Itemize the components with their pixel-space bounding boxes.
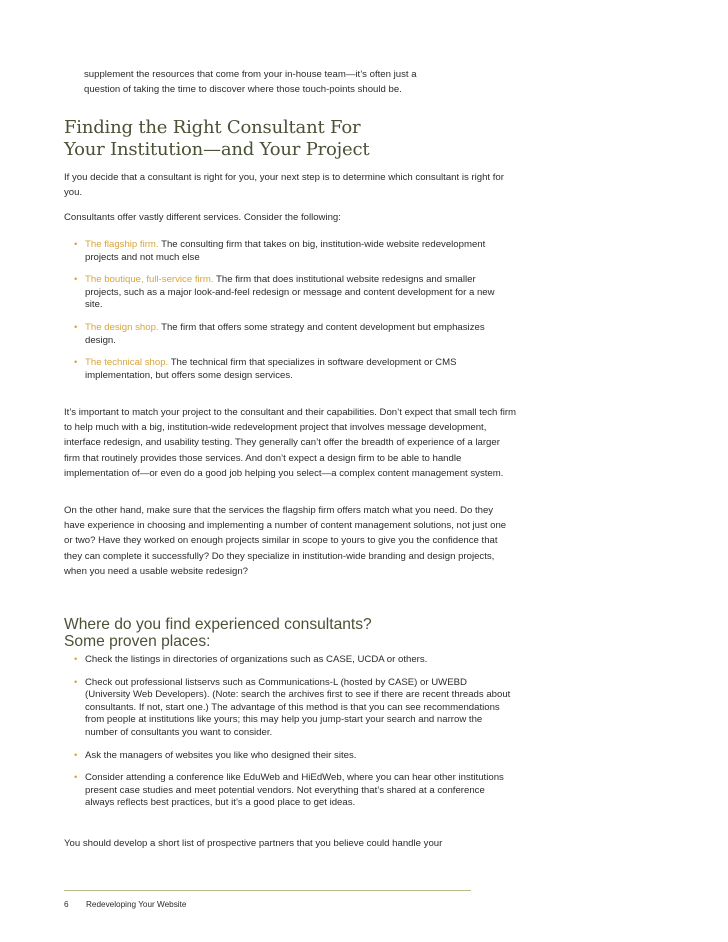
- section-heading-line-2: Your Institution—and Your Project: [64, 139, 370, 160]
- list-item-highlight: The boutique, full-service firm.: [85, 274, 214, 286]
- bullet-icon: •: [74, 321, 78, 333]
- intro-line-1: supplement the resources that come from your in-house team—it’s often just a: [84, 69, 417, 80]
- consultant-types-list: [74, 239, 514, 382]
- list-item: [74, 654, 514, 667]
- section-heading-consultant: [64, 117, 369, 161]
- list-item-text: The firm that offers some strategy and content development but emphasizes design.: [85, 321, 485, 346]
- list-item-text: Check the listings in directories of organizations such as CASE, UCDA or others.: [85, 654, 428, 665]
- bullet-icon: •: [74, 676, 78, 688]
- list-item-text: The technical firm that specializes in software development or CMS implementation, but offers some design services.: [85, 357, 457, 381]
- intro-line-2: question of taking the time to discover where those touch-points should be.: [84, 83, 402, 95]
- section-heading-line-1: Where do you find experienced consultants?: [64, 616, 372, 633]
- list-item-highlight: The flagship firm.: [85, 239, 159, 250]
- list-item-text: The consulting firm that takes on big, institution-wide website redevelopment projects and not much else: [85, 239, 486, 263]
- bullet-icon: •: [74, 274, 78, 286]
- paragraph-match-project: It’s important to match your project to the consultant and their capabilities. Don’t expect that small tech firm to help much with a big, institution-wide redevelopment project that involves message development, interface redesign, and usability testing. They generally can’t offer the breadth of experience of a larger firm that routinely provides those services. And don’t expect a design firm to be able to handle implementation of—or even do a good job helping you select—a complex content management system.: [64, 407, 517, 479]
- list-item-text: Consider attending a conference like EduWeb and HiEdWeb, where you can hear other institutions present case studies and meet potential vendors. Not everything that’s shared at a conference always reflects best practices, but it’s a good place to get ideas.: [85, 772, 504, 809]
- page-number: 6: [64, 900, 69, 909]
- list-item: [74, 322, 514, 347]
- list-item: [74, 239, 514, 264]
- bullet-icon: •: [74, 749, 78, 761]
- list-item-text: The firm that does institutional website redesigns and smaller projects, such as a major look-and-feel redesign or message and content development for a new site.: [85, 274, 495, 311]
- bullet-icon: •: [74, 357, 78, 369]
- bullet-icon: •: [74, 772, 78, 784]
- list-item: [74, 357, 514, 382]
- proven-places-list: [74, 654, 514, 810]
- list-item-text: Check out professional listservs such as Communications-L (hosted by CASE) or UWEBD (University Web Developers). (Note: search the archives first to see if there are recent threads about consultants. If not, start one.) The advantage of this method is that you can see recommendations from people at institutions like yours; this may help you jump-start your search and narrow the number of consultants you want to consider.: [85, 676, 511, 738]
- paragraph-decide: If you decide that a consultant is right for you, your next step is to determine which consultant is right for you.: [64, 172, 504, 199]
- list-item: [74, 772, 514, 810]
- list-item: [74, 677, 514, 740]
- paragraph-services: Consultants offer vastly different services. Consider the following:: [64, 212, 341, 223]
- footer-title: Redeveloping Your Website: [86, 900, 187, 909]
- paragraph-short-list: You should develop a short list of prospective partners that you believe could handle your: [64, 838, 443, 849]
- footer-divider: [64, 890, 471, 891]
- intro-paragraph: [84, 68, 484, 97]
- bullet-icon: •: [74, 654, 78, 665]
- section-heading-find-consultants: [64, 616, 372, 650]
- bullet-icon: •: [74, 239, 78, 250]
- list-item-highlight: The design shop.: [85, 321, 159, 333]
- list-item: [74, 750, 514, 763]
- section-heading-line-2: Some proven places:: [64, 633, 211, 650]
- list-item-text: Ask the managers of websites you like who designed their sites.: [85, 749, 357, 761]
- list-item-highlight: The technical shop.: [85, 357, 169, 369]
- section-heading-line-1: Finding the Right Consultant For: [64, 117, 361, 138]
- paragraph-other-hand: On the other hand, make sure that the services the flagship firm offers match what you need. Do they have experience in choosing and implementing a number of content management solutions, not just one or two? Have they worked on enough projects similar in scope to yours to give you the confidence that they can complete it successfully? Do they specialize in institution-wide branding and design projects, when you need a usable website redesign?: [64, 505, 507, 577]
- list-item: [74, 274, 514, 312]
